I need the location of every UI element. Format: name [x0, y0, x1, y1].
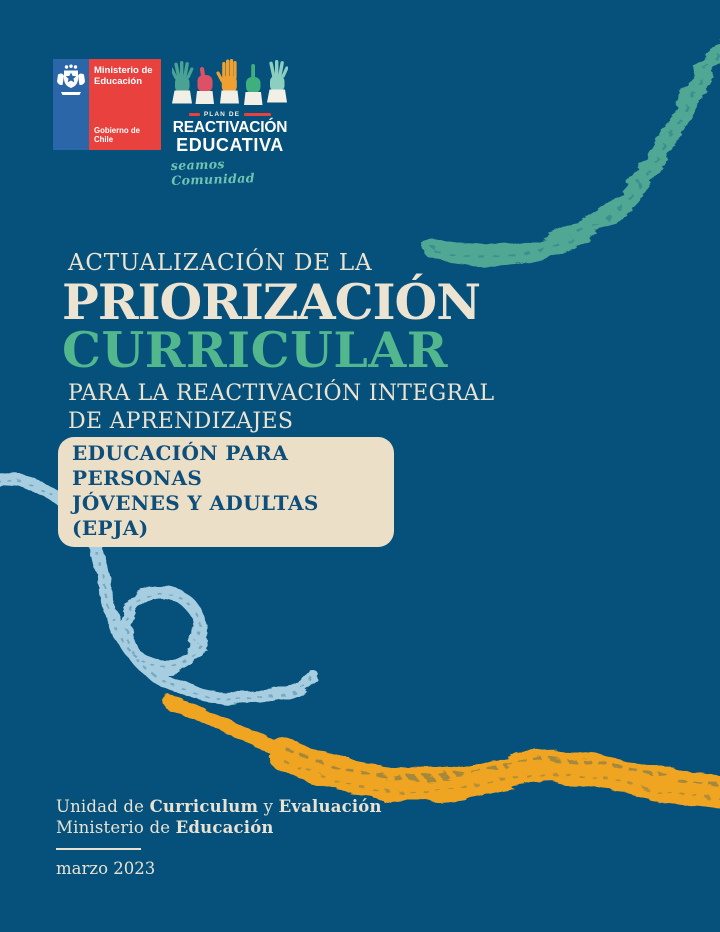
- title-line-curricular: CURRICULAR: [62, 321, 449, 379]
- epja-badge: [58, 437, 394, 547]
- raised-hands-icon: [172, 59, 288, 109]
- open-hand-teal-icon: [172, 61, 194, 104]
- footer-unit-bold2: Evaluación: [278, 797, 382, 816]
- reactivacion-logo: [170, 59, 289, 189]
- footer-unit-prefix: Unidad de: [56, 797, 150, 816]
- logo-red-panel: [89, 59, 161, 150]
- footer-divider: [56, 848, 141, 850]
- open-hand-light-teal-icon: [267, 60, 288, 103]
- plan-de-label: PLAN DE: [203, 111, 241, 118]
- subtitle-line1: PARA LA REACTIVACIÓN INTEGRAL: [68, 381, 495, 406]
- footer-ministry-line: [56, 818, 382, 839]
- ministry-name-line2: Educación: [94, 75, 143, 87]
- badge-line1: EDUCACIÓN PARA PERSONAS: [72, 441, 289, 490]
- title-block: [62, 250, 494, 435]
- logo-blue-strip: [53, 59, 89, 150]
- subtitle-line2: DE APRENDIZAJES: [68, 408, 294, 434]
- plan-de-row: [171, 111, 289, 118]
- title-kicker: ACTUALIZACIÓN DE LA: [68, 250, 373, 276]
- fist-hand-pink-icon: [196, 67, 215, 104]
- yellow-brush-stroke-icon: [170, 703, 720, 800]
- plan-line-left-icon: [189, 113, 200, 116]
- ministry-name-line1: Ministerio de: [94, 65, 153, 76]
- plan-line-right-icon: [244, 113, 271, 116]
- open-hand-orange-icon: [216, 59, 239, 104]
- footer-date: marzo 2023: [56, 859, 156, 878]
- pointing-hand-green-icon: [244, 64, 263, 105]
- title-line-priorizacion: PRIORIZACIÓN: [62, 273, 480, 331]
- ministry-name: [94, 66, 157, 87]
- badge-line2: JÓVENES Y ADULTAS (EPJA): [72, 491, 319, 540]
- footer-unit-bold1: Curriculum: [149, 797, 259, 816]
- mineduc-logo: [53, 59, 161, 150]
- footer-unit-middle: y: [258, 797, 279, 816]
- reactivacion-tagline: seamos Comunidad: [170, 156, 256, 189]
- footer-ministry-prefix: Ministerio de: [56, 817, 176, 837]
- footer-unit-line: [56, 797, 382, 818]
- teal-brush-stroke-icon: [434, 44, 720, 257]
- chile-coat-of-arms-icon: [56, 64, 86, 98]
- government-label: Gobierno de Chile: [94, 126, 140, 144]
- footer: [56, 797, 382, 878]
- reactivacion-wordmark-line2: EDUCATIVA: [176, 135, 284, 155]
- footer-ministry-bold: Educación: [175, 817, 274, 837]
- header-logos: [53, 59, 289, 189]
- reactivacion-wordmark-line1: REACTIVACIÓN: [172, 119, 288, 136]
